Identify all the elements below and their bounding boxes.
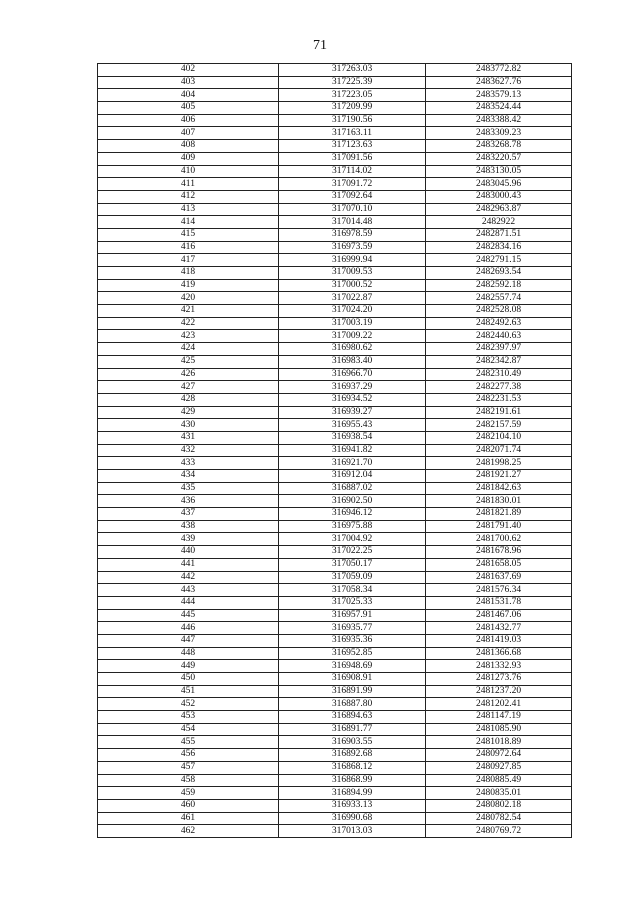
table-row: [98, 533, 572, 546]
y-coordinate-cell: 2483579.13: [426, 89, 572, 102]
x-coordinate-cell: 316952.85: [279, 647, 426, 660]
x-coordinate-cell: 317091.72: [279, 178, 426, 191]
x-coordinate-cell: 317003.19: [279, 317, 426, 330]
x-coordinate-cell: 317092.64: [279, 190, 426, 203]
point-number-cell: 415: [98, 228, 279, 241]
table-row: [98, 76, 572, 89]
y-coordinate-cell: 2482104.10: [426, 431, 572, 444]
point-number-cell: 449: [98, 660, 279, 673]
table-row: [98, 419, 572, 432]
y-coordinate-cell: 2481085.90: [426, 723, 572, 736]
y-coordinate-cell: 2483220.57: [426, 152, 572, 165]
point-number-cell: 403: [98, 76, 279, 89]
x-coordinate-cell: 316946.12: [279, 508, 426, 521]
table-row: [98, 787, 572, 800]
point-number-cell: 427: [98, 381, 279, 394]
point-number-cell: 451: [98, 685, 279, 698]
point-number-cell: 407: [98, 127, 279, 140]
x-coordinate-cell: 316973.59: [279, 241, 426, 254]
y-coordinate-cell: 2481202.41: [426, 698, 572, 711]
table-row: [98, 228, 572, 241]
x-coordinate-cell: 317022.87: [279, 292, 426, 305]
x-coordinate-cell: 317070.10: [279, 203, 426, 216]
y-coordinate-cell: 2483130.05: [426, 165, 572, 178]
x-coordinate-cell: 316887.02: [279, 482, 426, 495]
x-coordinate-cell: 316941.82: [279, 444, 426, 457]
table-row: [98, 368, 572, 381]
table-row: [98, 216, 572, 229]
x-coordinate-cell: 317190.56: [279, 114, 426, 127]
table-row: [98, 102, 572, 115]
table-row: [98, 508, 572, 521]
table-row: [98, 140, 572, 153]
x-coordinate-cell: 316894.99: [279, 787, 426, 800]
y-coordinate-cell: 2481830.01: [426, 495, 572, 508]
y-coordinate-cell: 2480769.72: [426, 825, 572, 838]
y-coordinate-cell: 2482592.18: [426, 279, 572, 292]
table-row: [98, 520, 572, 533]
y-coordinate-cell: 2482342.87: [426, 355, 572, 368]
point-number-cell: 424: [98, 343, 279, 356]
x-coordinate-cell: 317022.25: [279, 546, 426, 559]
x-coordinate-cell: 317225.39: [279, 76, 426, 89]
point-number-cell: 425: [98, 355, 279, 368]
point-number-cell: 408: [98, 140, 279, 153]
point-number-cell: 445: [98, 609, 279, 622]
table-row: [98, 431, 572, 444]
point-number-cell: 454: [98, 723, 279, 736]
table-row: [98, 774, 572, 787]
point-number-cell: 406: [98, 114, 279, 127]
y-coordinate-cell: 2481432.77: [426, 622, 572, 635]
y-coordinate-cell: 2482071.74: [426, 444, 572, 457]
y-coordinate-cell: 2482834.16: [426, 241, 572, 254]
point-number-cell: 423: [98, 330, 279, 343]
y-coordinate-cell: 2482922: [426, 216, 572, 229]
x-coordinate-cell: 317024.20: [279, 305, 426, 318]
point-number-cell: 414: [98, 216, 279, 229]
table-row: [98, 584, 572, 597]
table-row: [98, 761, 572, 774]
y-coordinate-cell: 2483627.76: [426, 76, 572, 89]
point-number-cell: 441: [98, 558, 279, 571]
x-coordinate-cell: 316937.29: [279, 381, 426, 394]
point-number-cell: 426: [98, 368, 279, 381]
point-number-cell: 458: [98, 774, 279, 787]
table-row: [98, 444, 572, 457]
point-number-cell: 437: [98, 508, 279, 521]
x-coordinate-cell: 317014.48: [279, 216, 426, 229]
point-number-cell: 461: [98, 812, 279, 825]
y-coordinate-cell: 2483309.23: [426, 127, 572, 140]
coordinate-table: [97, 63, 572, 838]
point-number-cell: 456: [98, 749, 279, 762]
point-number-cell: 418: [98, 267, 279, 280]
y-coordinate-cell: 2480972.64: [426, 749, 572, 762]
point-number-cell: 422: [98, 317, 279, 330]
y-coordinate-cell: 2480927.85: [426, 761, 572, 774]
table-row: [98, 64, 572, 77]
point-number-cell: 446: [98, 622, 279, 635]
x-coordinate-cell: 317009.53: [279, 267, 426, 280]
table-row: [98, 457, 572, 470]
x-coordinate-cell: 316894.63: [279, 711, 426, 724]
y-coordinate-cell: 2481576.34: [426, 584, 572, 597]
y-coordinate-cell: 2482397.97: [426, 343, 572, 356]
point-number-cell: 420: [98, 292, 279, 305]
point-number-cell: 455: [98, 736, 279, 749]
point-number-cell: 413: [98, 203, 279, 216]
x-coordinate-cell: 317114.02: [279, 165, 426, 178]
x-coordinate-cell: 316957.91: [279, 609, 426, 622]
point-number-cell: 443: [98, 584, 279, 597]
table-row: [98, 203, 572, 216]
point-number-cell: 440: [98, 546, 279, 559]
y-coordinate-cell: 2480835.01: [426, 787, 572, 800]
table-row: [98, 622, 572, 635]
table-row: [98, 393, 572, 406]
x-coordinate-cell: 316868.12: [279, 761, 426, 774]
y-coordinate-cell: 2482277.38: [426, 381, 572, 394]
table-row: [98, 698, 572, 711]
x-coordinate-cell: 316892.68: [279, 749, 426, 762]
y-coordinate-cell: 2482440.63: [426, 330, 572, 343]
y-coordinate-cell: 2481998.25: [426, 457, 572, 470]
x-coordinate-cell: 316902.50: [279, 495, 426, 508]
y-coordinate-cell: 2481921.27: [426, 470, 572, 483]
table-row: [98, 482, 572, 495]
point-number-cell: 430: [98, 419, 279, 432]
x-coordinate-cell: 317223.05: [279, 89, 426, 102]
y-coordinate-cell: 2482231.53: [426, 393, 572, 406]
x-coordinate-cell: 317059.09: [279, 571, 426, 584]
y-coordinate-cell: 2482871.51: [426, 228, 572, 241]
x-coordinate-cell: 317025.33: [279, 596, 426, 609]
table-row: [98, 241, 572, 254]
y-coordinate-cell: 2481821.89: [426, 508, 572, 521]
y-coordinate-cell: 2481237.20: [426, 685, 572, 698]
x-coordinate-cell: 316980.62: [279, 343, 426, 356]
table-row: [98, 127, 572, 140]
x-coordinate-cell: 317013.03: [279, 825, 426, 838]
point-number-cell: 457: [98, 761, 279, 774]
y-coordinate-cell: 2483268.78: [426, 140, 572, 153]
table-row: [98, 825, 572, 838]
table-row: [98, 165, 572, 178]
table-row: [98, 89, 572, 102]
x-coordinate-cell: 316891.77: [279, 723, 426, 736]
point-number-cell: 404: [98, 89, 279, 102]
table-row: [98, 685, 572, 698]
x-coordinate-cell: 316903.55: [279, 736, 426, 749]
table-row: [98, 343, 572, 356]
x-coordinate-cell: 316912.04: [279, 470, 426, 483]
y-coordinate-cell: 2482492.63: [426, 317, 572, 330]
y-coordinate-cell: 2481366.68: [426, 647, 572, 660]
table-row: [98, 317, 572, 330]
point-number-cell: 417: [98, 254, 279, 267]
x-coordinate-cell: 317163.11: [279, 127, 426, 140]
x-coordinate-cell: 317058.34: [279, 584, 426, 597]
y-coordinate-cell: 2481658.05: [426, 558, 572, 571]
point-number-cell: 460: [98, 799, 279, 812]
table-row: [98, 292, 572, 305]
point-number-cell: 433: [98, 457, 279, 470]
x-coordinate-cell: 316966.70: [279, 368, 426, 381]
x-coordinate-cell: 316887.80: [279, 698, 426, 711]
y-coordinate-cell: 2482963.87: [426, 203, 572, 216]
y-coordinate-cell: 2481419.03: [426, 634, 572, 647]
y-coordinate-cell: 2481467.06: [426, 609, 572, 622]
x-coordinate-cell: 316978.59: [279, 228, 426, 241]
table-row: [98, 495, 572, 508]
y-coordinate-cell: 2483000.43: [426, 190, 572, 203]
point-number-cell: 438: [98, 520, 279, 533]
y-coordinate-cell: 2482528.08: [426, 305, 572, 318]
point-number-cell: 435: [98, 482, 279, 495]
point-number-cell: 428: [98, 393, 279, 406]
point-number-cell: 419: [98, 279, 279, 292]
point-number-cell: 450: [98, 673, 279, 686]
y-coordinate-cell: 2481147.19: [426, 711, 572, 724]
y-coordinate-cell: 2482157.59: [426, 419, 572, 432]
point-number-cell: 453: [98, 711, 279, 724]
table-row: [98, 406, 572, 419]
table-row: [98, 799, 572, 812]
x-coordinate-cell: 316868.99: [279, 774, 426, 787]
point-number-cell: 436: [98, 495, 279, 508]
point-number-cell: 462: [98, 825, 279, 838]
point-number-cell: 459: [98, 787, 279, 800]
table-row: [98, 330, 572, 343]
table-row: [98, 558, 572, 571]
point-number-cell: 421: [98, 305, 279, 318]
x-coordinate-cell: 317009.22: [279, 330, 426, 343]
point-number-cell: 411: [98, 178, 279, 191]
page-number: 71: [313, 38, 327, 53]
x-coordinate-cell: 316955.43: [279, 419, 426, 432]
y-coordinate-cell: 2482557.74: [426, 292, 572, 305]
table-row: [98, 673, 572, 686]
x-coordinate-cell: 317263.03: [279, 64, 426, 77]
point-number-cell: 410: [98, 165, 279, 178]
y-coordinate-cell: 2483388.42: [426, 114, 572, 127]
table-row: [98, 736, 572, 749]
y-coordinate-cell: 2483045.96: [426, 178, 572, 191]
x-coordinate-cell: 317004.92: [279, 533, 426, 546]
point-number-cell: 434: [98, 470, 279, 483]
y-coordinate-cell: 2481273.76: [426, 673, 572, 686]
y-coordinate-cell: 2483524.44: [426, 102, 572, 115]
x-coordinate-cell: 316983.40: [279, 355, 426, 368]
table-row: [98, 723, 572, 736]
table-row: [98, 355, 572, 368]
table-row: [98, 381, 572, 394]
x-coordinate-cell: 316990.68: [279, 812, 426, 825]
x-coordinate-cell: 316935.77: [279, 622, 426, 635]
x-coordinate-cell: 316935.36: [279, 634, 426, 647]
table-row: [98, 254, 572, 267]
table-row: [98, 279, 572, 292]
y-coordinate-cell: 2482191.61: [426, 406, 572, 419]
x-coordinate-cell: 316908.91: [279, 673, 426, 686]
point-number-cell: 442: [98, 571, 279, 584]
x-coordinate-cell: 316921.70: [279, 457, 426, 470]
y-coordinate-cell: 2483772.82: [426, 64, 572, 77]
x-coordinate-cell: 316999.94: [279, 254, 426, 267]
x-coordinate-cell: 316933.13: [279, 799, 426, 812]
table-row: [98, 470, 572, 483]
y-coordinate-cell: 2480885.49: [426, 774, 572, 787]
y-coordinate-cell: 2482693.54: [426, 267, 572, 280]
point-number-cell: 452: [98, 698, 279, 711]
y-coordinate-cell: 2481700.62: [426, 533, 572, 546]
point-number-cell: 409: [98, 152, 279, 165]
table-body: [98, 64, 572, 838]
y-coordinate-cell: 2480782.54: [426, 812, 572, 825]
x-coordinate-cell: 316948.69: [279, 660, 426, 673]
y-coordinate-cell: 2481791.40: [426, 520, 572, 533]
table-row: [98, 305, 572, 318]
table-row: [98, 546, 572, 559]
x-coordinate-cell: 317123.63: [279, 140, 426, 153]
table-row: [98, 647, 572, 660]
y-coordinate-cell: 2482310.49: [426, 368, 572, 381]
table-row: [98, 152, 572, 165]
table-row: [98, 178, 572, 191]
table-row: [98, 596, 572, 609]
x-coordinate-cell: 317209.99: [279, 102, 426, 115]
table-row: [98, 190, 572, 203]
x-coordinate-cell: 317091.56: [279, 152, 426, 165]
y-coordinate-cell: 2481678.96: [426, 546, 572, 559]
table-row: [98, 812, 572, 825]
table-row: [98, 114, 572, 127]
point-number-cell: 416: [98, 241, 279, 254]
y-coordinate-cell: 2481531.78: [426, 596, 572, 609]
point-number-cell: 431: [98, 431, 279, 444]
table-row: [98, 267, 572, 280]
table-row: [98, 749, 572, 762]
y-coordinate-cell: 2481842.63: [426, 482, 572, 495]
x-coordinate-cell: 316934.52: [279, 393, 426, 406]
x-coordinate-cell: 316975.88: [279, 520, 426, 533]
y-coordinate-cell: 2481637.69: [426, 571, 572, 584]
y-coordinate-cell: 2481018.89: [426, 736, 572, 749]
x-coordinate-cell: 317050.17: [279, 558, 426, 571]
y-coordinate-cell: 2481332.93: [426, 660, 572, 673]
point-number-cell: 448: [98, 647, 279, 660]
y-coordinate-cell: 2480802.18: [426, 799, 572, 812]
point-number-cell: 432: [98, 444, 279, 457]
x-coordinate-cell: 317000.52: [279, 279, 426, 292]
point-number-cell: 444: [98, 596, 279, 609]
table-row: [98, 660, 572, 673]
point-number-cell: 405: [98, 102, 279, 115]
point-number-cell: 429: [98, 406, 279, 419]
y-coordinate-cell: 2482791.15: [426, 254, 572, 267]
point-number-cell: 447: [98, 634, 279, 647]
table-row: [98, 634, 572, 647]
point-number-cell: 412: [98, 190, 279, 203]
point-number-cell: 439: [98, 533, 279, 546]
table-row: [98, 609, 572, 622]
table-row: [98, 571, 572, 584]
table-row: [98, 711, 572, 724]
x-coordinate-cell: 316938.54: [279, 431, 426, 444]
point-number-cell: 402: [98, 64, 279, 77]
x-coordinate-cell: 316939.27: [279, 406, 426, 419]
x-coordinate-cell: 316891.99: [279, 685, 426, 698]
